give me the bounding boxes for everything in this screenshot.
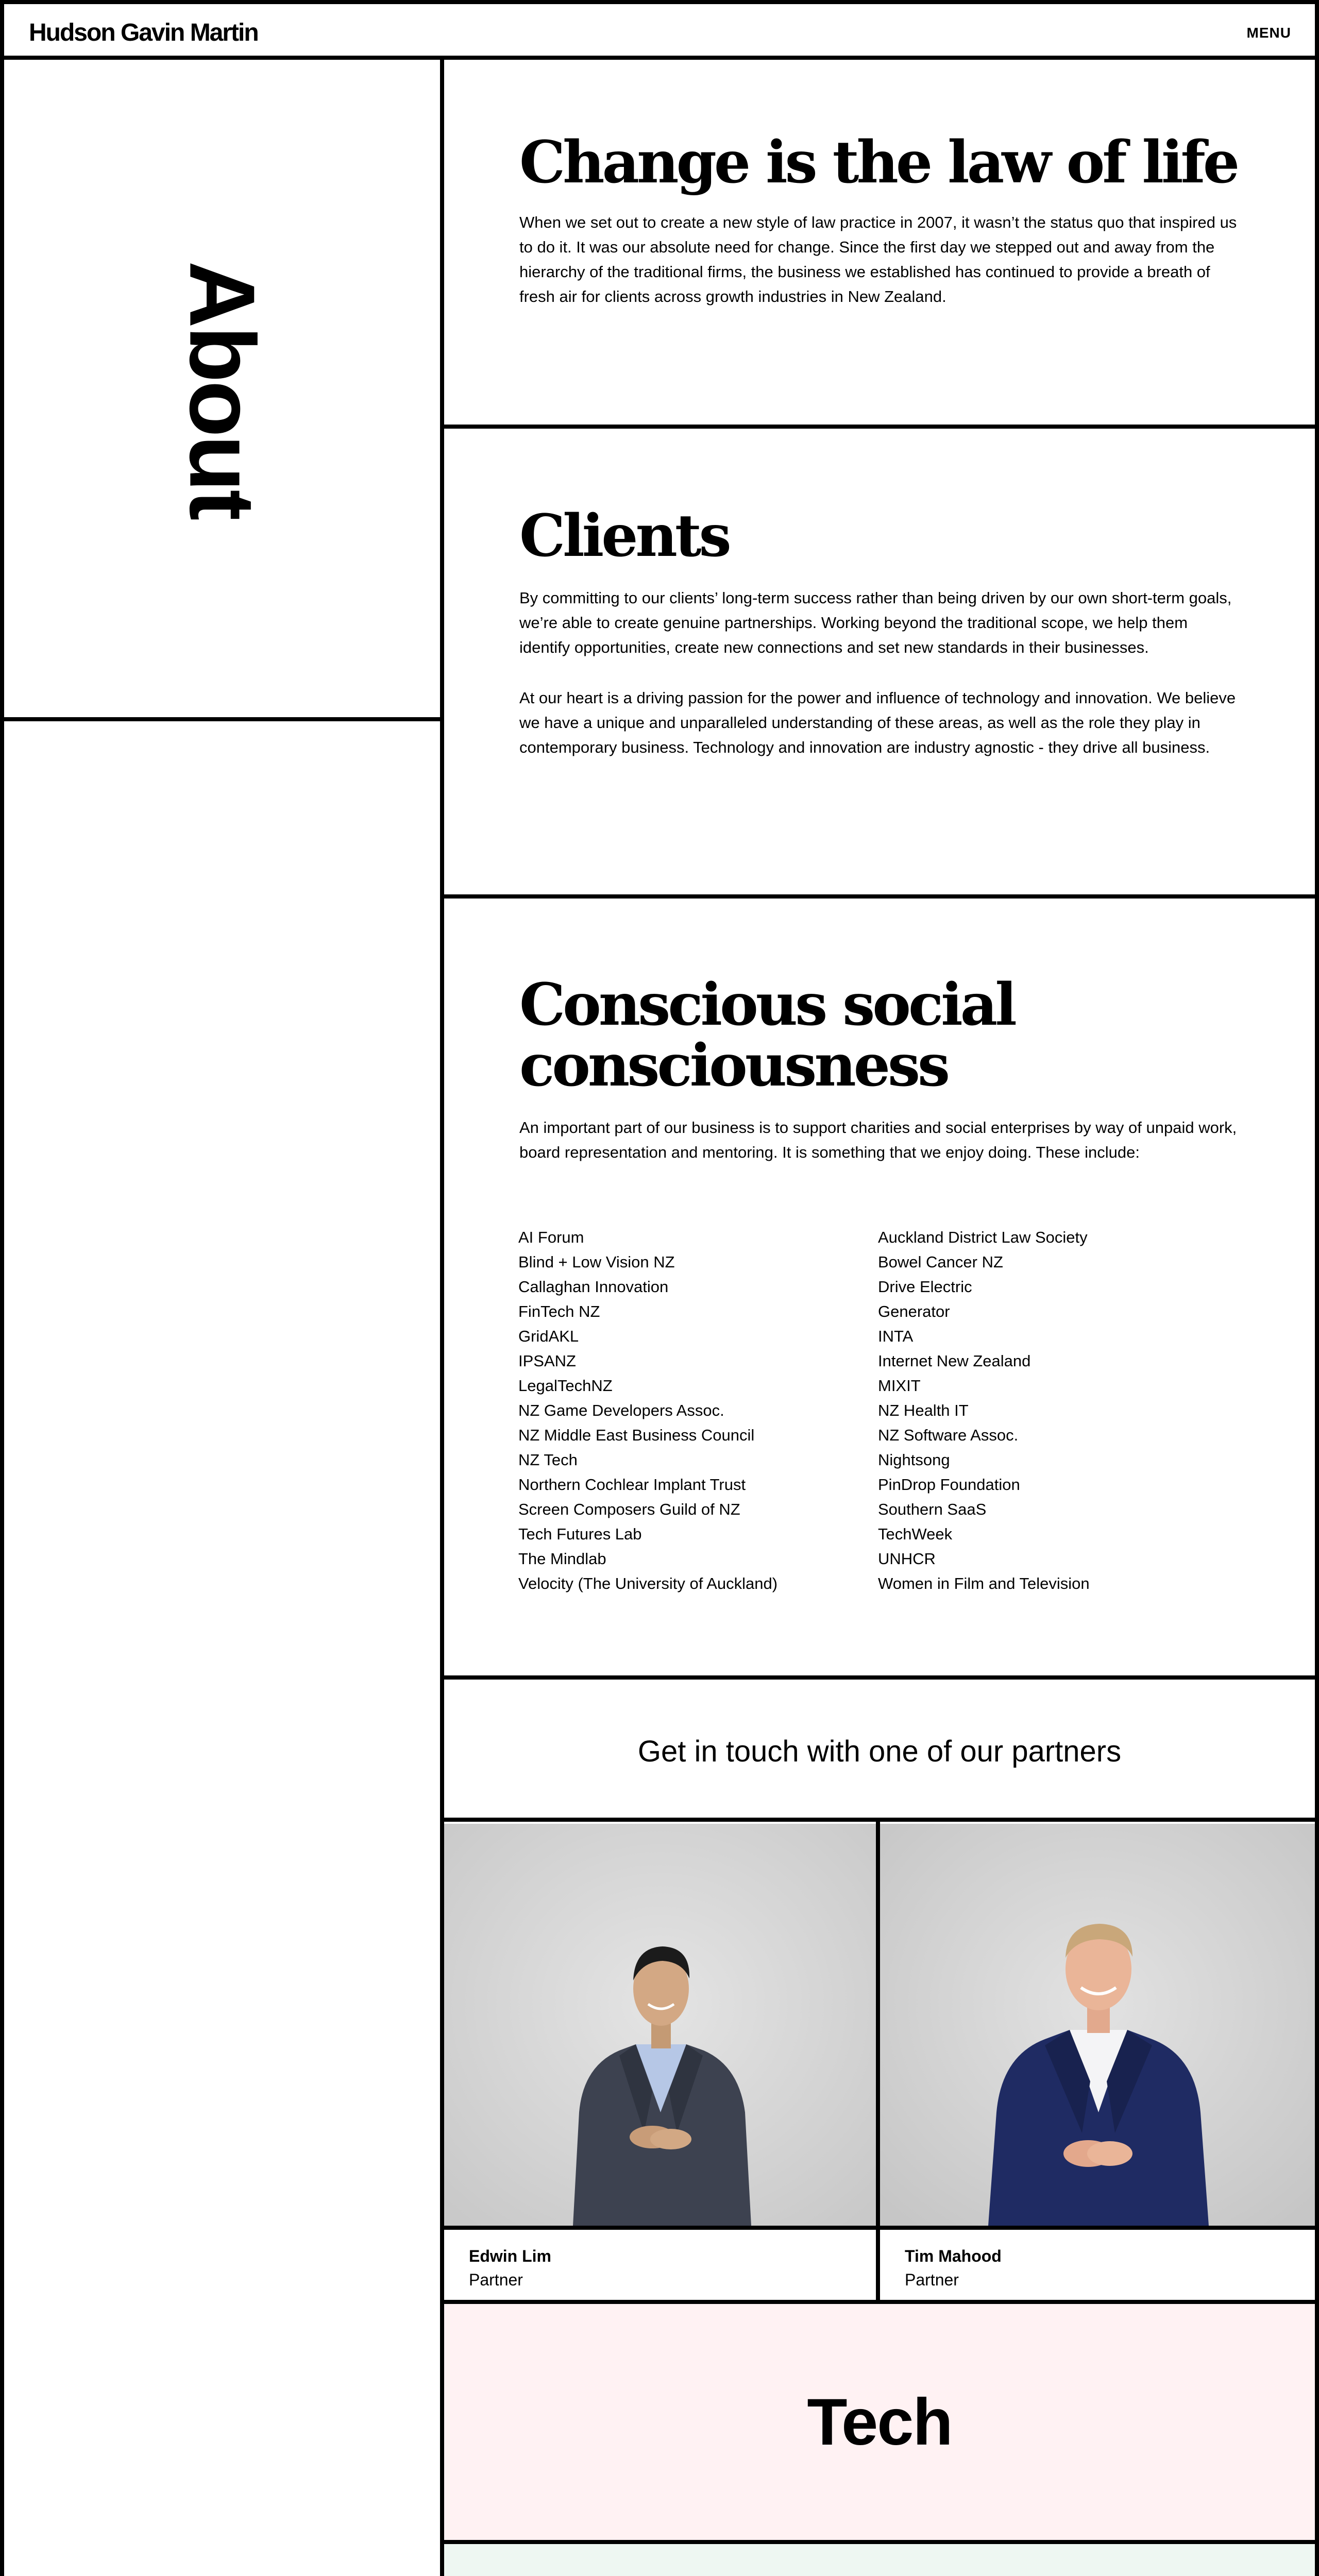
clients-body-1: By committing to our clients’ long-term success rather than being driven by our own short-term goals, we’re able to create genuine partnerships. Working beyond the traditional scope, we help them identify opportunities, create new connections and set new standards in their businesses.: [519, 589, 1232, 657]
partner-role: Partner: [469, 2270, 523, 2289]
section-divider: [444, 425, 1315, 429]
list-item: TechWeek: [878, 1525, 953, 1543]
list-item: Nightsong: [878, 1451, 950, 1469]
clients-body-2: At our heart is a driving passion for the power and influence of technology and innovation. We believe we have a unique and unparalleled understanding of these areas, as well as the role they play in contemporary business. Technology and innovation are industry agnostic - they drive all business.: [519, 689, 1236, 757]
list-item: Drive Electric: [878, 1278, 972, 1296]
list-item: Screen Composers Guild of NZ: [518, 1500, 740, 1518]
list-item: UNHCR: [878, 1550, 936, 1568]
column-divider: [440, 60, 444, 2576]
section-divider: [444, 1675, 1315, 1680]
partner-photo-edwin-lim[interactable]: [444, 1824, 876, 2226]
menu-button[interactable]: MENU: [1246, 25, 1291, 41]
header-divider: [0, 56, 1319, 60]
list-item: Northern Cochlear Implant Trust: [518, 1476, 746, 1494]
list-item: INTA: [878, 1327, 914, 1345]
list-item: Generator: [878, 1302, 950, 1320]
list-item: NZ Middle East Business Council: [518, 1426, 755, 1444]
partner-photo-tim-mahood[interactable]: [880, 1824, 1315, 2226]
clients-section: [444, 502, 1315, 760]
partner-photo-divider: [444, 2226, 1315, 2230]
org-list-right: [878, 1225, 1090, 1596]
about-sidebar: [4, 60, 440, 719]
list-item: The Mindlab: [518, 1550, 606, 1568]
partner-card-tim-mahood[interactable]: [880, 2230, 1315, 2300]
org-list-left: [518, 1225, 777, 1596]
list-item: NZ Tech: [518, 1451, 578, 1469]
list-item: NZ Health IT: [878, 1401, 969, 1419]
list-item: Velocity (The University of Auckland): [518, 1574, 778, 1592]
social-title-line-2: consciousness: [519, 1032, 948, 1099]
list-item: NZ Software Assoc.: [878, 1426, 1019, 1444]
list-item: Women in Film and Television: [878, 1574, 1090, 1592]
list-item: NZ Game Developers Assoc.: [518, 1401, 724, 1419]
list-item: Blind + Low Vision NZ: [518, 1253, 675, 1271]
list-item: Bowel Cancer NZ: [878, 1253, 1003, 1271]
clients-title: Clients: [519, 502, 729, 570]
list-item: Southern SaaS: [878, 1500, 987, 1518]
partners-heading: Get in touch with one of our partners: [637, 1734, 1122, 1768]
section-divider: [444, 2540, 1315, 2544]
list-item: LegalTechNZ: [518, 1377, 613, 1395]
list-item: Internet New Zealand: [878, 1352, 1031, 1370]
social-title-line-1: Conscious social: [519, 971, 1014, 1039]
partner-role: Partner: [905, 2270, 959, 2289]
section-divider: [444, 2300, 1315, 2304]
partner-name: Edwin Lim: [469, 2247, 551, 2265]
partner-name: Tim Mahood: [905, 2247, 1002, 2265]
list-item: Tech Futures Lab: [518, 1525, 642, 1543]
list-item: Auckland District Law Society: [878, 1228, 1088, 1246]
about-label: About: [170, 261, 274, 518]
social-section: [444, 971, 1315, 1165]
site-logo[interactable]: Hudson Gavin Martin: [29, 19, 258, 46]
partner-card-edwin-lim[interactable]: [444, 2230, 876, 2300]
list-item: PinDrop Foundation: [878, 1476, 1020, 1494]
list-item: IPSANZ: [518, 1352, 576, 1370]
change-title: Change is the law of life: [519, 129, 1238, 196]
section-divider: [444, 894, 1315, 899]
practice-area-tech[interactable]: Tech: [444, 2304, 1315, 2540]
social-body: An important part of our business is to support charities and social enterprises by way of unpaid work, board representation and mentoring. It is something that we enjoy doing. These include:: [519, 1118, 1237, 1162]
change-section: [444, 129, 1315, 309]
list-item: AI Forum: [518, 1228, 584, 1246]
practice-area-media[interactable]: [444, 2544, 1315, 2576]
change-body: When we set out to create a new style of law practice in 2007, it wasn’t the status quo that inspired us to do it. It was our absolute need for change. Since the first day we stepped out and away from the hierarchy of the traditional firms, the business we established has continued to provide a breath of fresh air for clients across growth industries in New Zealand.: [519, 213, 1237, 306]
list-item: Callaghan Innovation: [518, 1278, 669, 1296]
list-item: MIXIT: [878, 1377, 921, 1395]
list-item: FinTech NZ: [518, 1302, 600, 1320]
list-item: GridAKL: [518, 1327, 579, 1345]
